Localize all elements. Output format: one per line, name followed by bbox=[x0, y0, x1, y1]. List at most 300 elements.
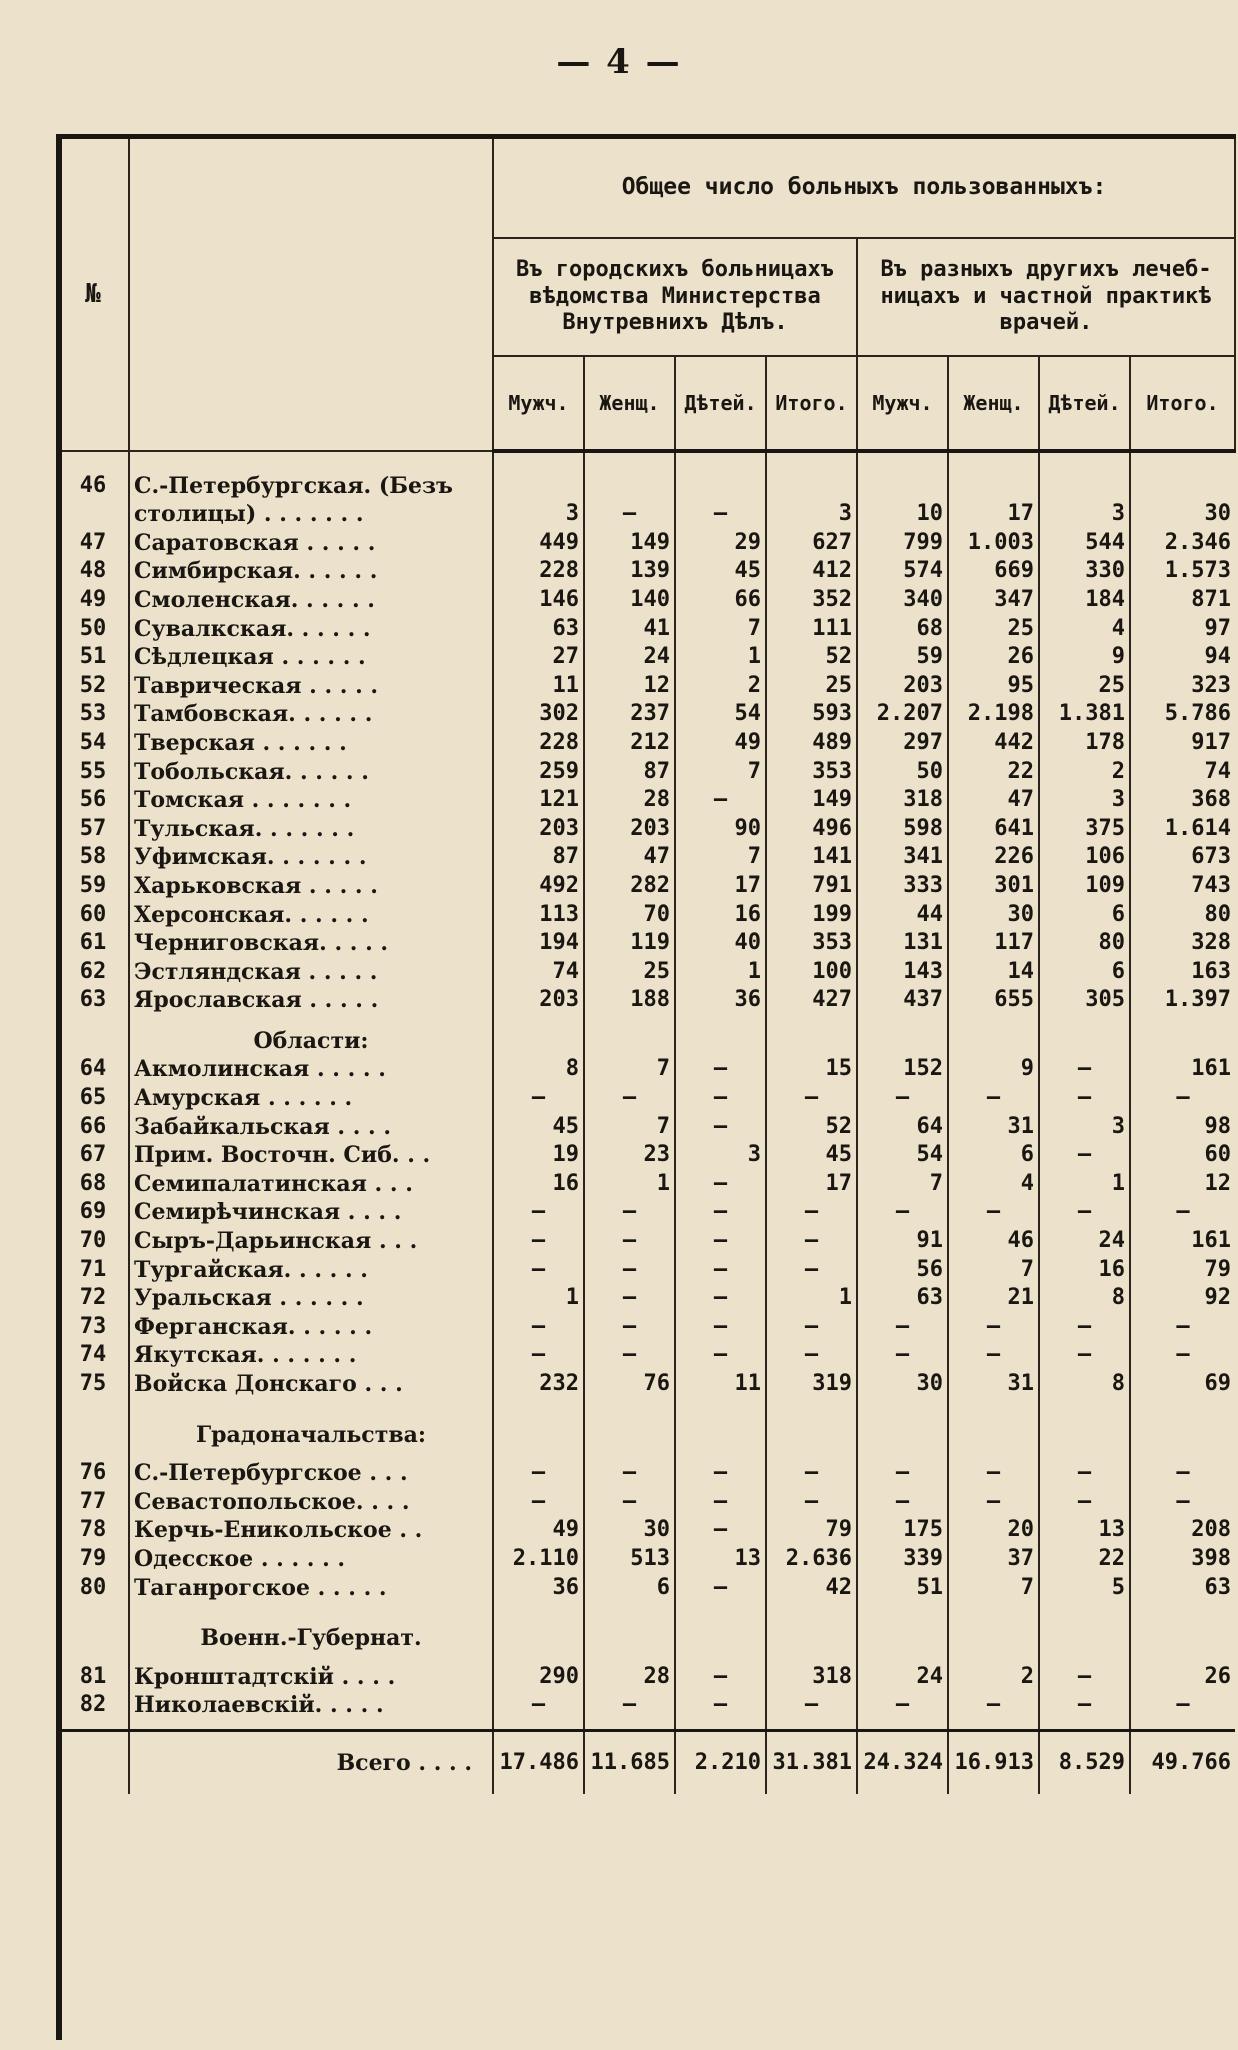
region-name: Таврическая . . . . . bbox=[129, 671, 493, 700]
spacer-cell bbox=[1039, 1652, 1130, 1662]
spacer-cell bbox=[1039, 1602, 1130, 1612]
value-cell: — bbox=[675, 1662, 766, 1691]
value-cell: 74 bbox=[493, 957, 584, 986]
value-cell: 7 bbox=[948, 1255, 1039, 1284]
value-cell: — bbox=[857, 1341, 948, 1370]
value-cell: 28 bbox=[584, 1662, 675, 1691]
value-cell: 36 bbox=[675, 986, 766, 1015]
region-column-header bbox=[129, 137, 493, 452]
row-number: 66 bbox=[57, 1112, 129, 1141]
row-number: 71 bbox=[57, 1255, 129, 1284]
value-cell: 121 bbox=[493, 786, 584, 815]
value-cell: — bbox=[493, 1487, 584, 1516]
spacer-cell bbox=[584, 1449, 675, 1459]
spacer-cell bbox=[493, 1449, 584, 1459]
value-cell: — bbox=[1130, 1341, 1235, 1370]
value-cell bbox=[857, 1408, 948, 1449]
table-row bbox=[57, 1255, 1235, 1284]
value-cell: — bbox=[766, 1341, 857, 1370]
value-cell: — bbox=[675, 1198, 766, 1227]
value-cell: 66 bbox=[675, 585, 766, 614]
value-cell: 6 bbox=[1039, 900, 1130, 929]
value-cell: 7 bbox=[675, 843, 766, 872]
value-cell: 37 bbox=[948, 1544, 1039, 1573]
value-cell bbox=[675, 471, 766, 500]
value-cell: 131 bbox=[857, 929, 948, 958]
spacer-cell bbox=[57, 1449, 129, 1459]
spacer-cell bbox=[1130, 1719, 1235, 1731]
value-cell: 226 bbox=[948, 843, 1039, 872]
region-name: Акмолинская . . . . . bbox=[129, 1055, 493, 1084]
table-row bbox=[57, 728, 1235, 757]
value-cell: — bbox=[675, 1516, 766, 1545]
value-cell bbox=[1130, 1408, 1235, 1449]
value-cell: 513 bbox=[584, 1544, 675, 1573]
table-row bbox=[57, 1055, 1235, 1084]
value-cell: 149 bbox=[766, 786, 857, 815]
table-row bbox=[57, 1573, 1235, 1602]
region-name: Уральская . . . . . . bbox=[129, 1284, 493, 1313]
value-cell: 496 bbox=[766, 814, 857, 843]
value-cell: — bbox=[1039, 1055, 1130, 1084]
spacer-cell bbox=[766, 1602, 857, 1612]
value-cell: 25 bbox=[948, 614, 1039, 643]
value-cell: 282 bbox=[584, 871, 675, 900]
section-heading-row bbox=[57, 1014, 1235, 1055]
row-number: 58 bbox=[57, 843, 129, 872]
section-heading-row bbox=[57, 1612, 1235, 1653]
value-cell: — bbox=[1130, 1487, 1235, 1516]
value-cell: — bbox=[766, 1198, 857, 1227]
table-row bbox=[57, 557, 1235, 586]
value-cell: — bbox=[1039, 1198, 1130, 1227]
region-name: С.-Петербургское . . . bbox=[129, 1459, 493, 1488]
spacer-cell bbox=[57, 1652, 129, 1662]
value-cell: — bbox=[857, 1312, 948, 1341]
value-cell: 333 bbox=[857, 871, 948, 900]
table-row bbox=[57, 500, 1235, 529]
value-cell: 398 bbox=[1130, 1544, 1235, 1573]
row-number: 77 bbox=[57, 1487, 129, 1516]
value-cell: 40 bbox=[675, 929, 766, 958]
spacer-cell bbox=[857, 1719, 948, 1731]
value-cell: 1.381 bbox=[1039, 700, 1130, 729]
value-cell: — bbox=[493, 1459, 584, 1488]
value-cell: 305 bbox=[1039, 986, 1130, 1015]
value-cell: 19 bbox=[493, 1141, 584, 1170]
value-cell: — bbox=[857, 1487, 948, 1516]
spacer-cell bbox=[129, 1719, 493, 1731]
region-name: Прим. Восточн. Сиб. . . bbox=[129, 1141, 493, 1170]
value-cell: 24 bbox=[1039, 1226, 1130, 1255]
value-cell: 2.198 bbox=[948, 700, 1039, 729]
value-cell: 56 bbox=[857, 1255, 948, 1284]
table-row bbox=[57, 1198, 1235, 1227]
value-cell: — bbox=[675, 1341, 766, 1370]
total-value: 2.210 bbox=[675, 1731, 766, 1795]
value-cell: 375 bbox=[1039, 814, 1130, 843]
value-cell: — bbox=[675, 1312, 766, 1341]
value-cell: 212 bbox=[584, 728, 675, 757]
value-cell: 45 bbox=[493, 1112, 584, 1141]
value-cell: 437 bbox=[857, 986, 948, 1015]
value-cell: — bbox=[1130, 1083, 1235, 1112]
value-cell: 3 bbox=[1039, 786, 1130, 815]
spacer-cell bbox=[584, 451, 675, 471]
value-cell: 31 bbox=[948, 1112, 1039, 1141]
value-cell: 28 bbox=[584, 786, 675, 815]
spacer-cell bbox=[57, 1398, 129, 1408]
row-number bbox=[57, 1014, 129, 1055]
row-number bbox=[57, 1731, 129, 1795]
value-cell: 297 bbox=[857, 728, 948, 757]
value-cell: — bbox=[948, 1341, 1039, 1370]
value-cell: — bbox=[493, 1083, 584, 1112]
value-cell: 318 bbox=[766, 1662, 857, 1691]
value-cell: 87 bbox=[493, 843, 584, 872]
value-cell: 25 bbox=[1039, 671, 1130, 700]
value-cell bbox=[766, 1612, 857, 1653]
region-name: Ферганская. . . . . . bbox=[129, 1312, 493, 1341]
spacer-cell bbox=[493, 1652, 584, 1662]
value-cell: 152 bbox=[857, 1055, 948, 1084]
value-cell: 7 bbox=[675, 614, 766, 643]
value-cell: 1 bbox=[766, 1284, 857, 1313]
value-cell: 5 bbox=[1039, 1573, 1130, 1602]
value-cell bbox=[493, 1612, 584, 1653]
value-cell: 29 bbox=[675, 528, 766, 557]
region-name: Тургайская. . . . . . bbox=[129, 1255, 493, 1284]
table-body bbox=[57, 451, 1235, 1794]
value-cell: 54 bbox=[857, 1141, 948, 1170]
value-cell: 917 bbox=[1130, 728, 1235, 757]
row-number: 73 bbox=[57, 1312, 129, 1341]
value-cell: 16 bbox=[675, 900, 766, 929]
region-name: Семипалатинская . . . bbox=[129, 1169, 493, 1198]
spacer-cell bbox=[129, 1449, 493, 1459]
value-cell: 2.207 bbox=[857, 700, 948, 729]
value-cell: — bbox=[675, 1459, 766, 1488]
value-cell: 237 bbox=[584, 700, 675, 729]
value-cell: — bbox=[584, 1198, 675, 1227]
region-name: Томская . . . . . . . bbox=[129, 786, 493, 815]
value-cell: 791 bbox=[766, 871, 857, 900]
subcolumn-header: Итого. bbox=[1130, 356, 1235, 451]
spacer-cell bbox=[493, 1719, 584, 1731]
value-cell bbox=[948, 1408, 1039, 1449]
section-heading: Градоначальства: bbox=[129, 1408, 493, 1449]
value-cell: — bbox=[948, 1312, 1039, 1341]
value-cell: — bbox=[675, 500, 766, 529]
subcolumn-header: Женщ. bbox=[584, 356, 675, 451]
value-cell: 5.786 bbox=[1130, 700, 1235, 729]
table-row bbox=[57, 1112, 1235, 1141]
row-number: 75 bbox=[57, 1369, 129, 1398]
spacer-cell bbox=[57, 1719, 129, 1731]
value-cell: 113 bbox=[493, 900, 584, 929]
value-cell bbox=[1039, 1408, 1130, 1449]
value-cell: 42 bbox=[766, 1573, 857, 1602]
row-number: 53 bbox=[57, 700, 129, 729]
value-cell: 347 bbox=[948, 585, 1039, 614]
total-value: 31.381 bbox=[766, 1731, 857, 1795]
total-value: 24.324 bbox=[857, 1731, 948, 1795]
value-cell: 203 bbox=[857, 671, 948, 700]
value-cell: 368 bbox=[1130, 786, 1235, 815]
table-row bbox=[57, 700, 1235, 729]
value-cell: 50 bbox=[857, 757, 948, 786]
region-name: Херсонская. . . . . . bbox=[129, 900, 493, 929]
region-name: Керчь-Еникольское . . bbox=[129, 1516, 493, 1545]
value-cell: 146 bbox=[493, 585, 584, 614]
value-cell: 544 bbox=[1039, 528, 1130, 557]
region-name: Тульская. . . . . . . bbox=[129, 814, 493, 843]
table-row bbox=[57, 671, 1235, 700]
value-cell: — bbox=[584, 1226, 675, 1255]
table-row bbox=[57, 900, 1235, 929]
spacer-cell bbox=[766, 1449, 857, 1459]
value-cell: — bbox=[1130, 1312, 1235, 1341]
value-cell: — bbox=[584, 1341, 675, 1370]
value-cell bbox=[857, 471, 948, 500]
region-name: Таганрогское . . . . . bbox=[129, 1573, 493, 1602]
value-cell: 4 bbox=[1039, 614, 1130, 643]
value-cell: 449 bbox=[493, 528, 584, 557]
row-number: 78 bbox=[57, 1516, 129, 1545]
value-cell: — bbox=[675, 1691, 766, 1720]
value-cell: 98 bbox=[1130, 1112, 1235, 1141]
value-cell bbox=[1039, 1014, 1130, 1055]
value-cell: 52 bbox=[766, 643, 857, 672]
region-name: Забайкальская . . . . bbox=[129, 1112, 493, 1141]
value-cell: 14 bbox=[948, 957, 1039, 986]
value-cell: — bbox=[675, 1083, 766, 1112]
row-number: 50 bbox=[57, 614, 129, 643]
region-name: Севастопольское. . . . bbox=[129, 1487, 493, 1516]
value-cell: 188 bbox=[584, 986, 675, 1015]
general-header: Общее число больныхъ пользованныхъ: bbox=[493, 137, 1235, 239]
total-label: Всего . . . . bbox=[129, 1731, 493, 1795]
value-cell: 1.573 bbox=[1130, 557, 1235, 586]
subcolumn-header: Мужч. bbox=[493, 356, 584, 451]
spacer-cell bbox=[675, 1398, 766, 1408]
spacer-cell bbox=[1039, 451, 1130, 471]
subcolumn-header: Итого. bbox=[766, 356, 857, 451]
value-cell: 412 bbox=[766, 557, 857, 586]
value-cell: — bbox=[675, 1284, 766, 1313]
value-cell: — bbox=[493, 1226, 584, 1255]
region-name: Симбирская. . . . . . bbox=[129, 557, 493, 586]
value-cell: 16 bbox=[1039, 1255, 1130, 1284]
region-name: Харьковская . . . . . bbox=[129, 871, 493, 900]
region-name: Саратовская . . . . . bbox=[129, 528, 493, 557]
spacer-row bbox=[57, 1602, 1235, 1612]
value-cell: — bbox=[1039, 1459, 1130, 1488]
table-row bbox=[57, 1169, 1235, 1198]
value-cell: 799 bbox=[857, 528, 948, 557]
region-name: столицы) . . . . . . . bbox=[129, 500, 493, 529]
value-cell: 598 bbox=[857, 814, 948, 843]
value-cell: — bbox=[857, 1083, 948, 1112]
value-cell: 74 bbox=[1130, 757, 1235, 786]
value-cell: 2 bbox=[1039, 757, 1130, 786]
value-cell: 669 bbox=[948, 557, 1039, 586]
table-row bbox=[57, 814, 1235, 843]
value-cell: 97 bbox=[1130, 614, 1235, 643]
region-name: Сыръ-Дарьинская . . . bbox=[129, 1226, 493, 1255]
row-number bbox=[57, 1612, 129, 1653]
total-value: 16.913 bbox=[948, 1731, 1039, 1795]
row-number: 54 bbox=[57, 728, 129, 757]
region-name: Тамбовская. . . . . . bbox=[129, 700, 493, 729]
value-cell: 7 bbox=[948, 1573, 1039, 1602]
value-cell bbox=[948, 1612, 1039, 1653]
value-cell: 22 bbox=[1039, 1544, 1130, 1573]
table-row bbox=[57, 1691, 1235, 1720]
value-cell: 330 bbox=[1039, 557, 1130, 586]
table-row bbox=[57, 1662, 1235, 1691]
value-cell: 6 bbox=[948, 1141, 1039, 1170]
value-cell: 184 bbox=[1039, 585, 1130, 614]
region-name: Черниговская. . . . . bbox=[129, 929, 493, 958]
row-number: 76 bbox=[57, 1459, 129, 1488]
value-cell: 30 bbox=[1130, 500, 1235, 529]
value-cell bbox=[675, 1014, 766, 1055]
spacer-cell bbox=[1039, 1719, 1130, 1731]
spacer-cell bbox=[129, 1652, 493, 1662]
table-row bbox=[57, 1516, 1235, 1545]
value-cell: — bbox=[1039, 1487, 1130, 1516]
value-cell: — bbox=[584, 1284, 675, 1313]
value-cell: 87 bbox=[584, 757, 675, 786]
value-cell: 45 bbox=[675, 557, 766, 586]
value-cell: 94 bbox=[1130, 643, 1235, 672]
value-cell: 208 bbox=[1130, 1516, 1235, 1545]
value-cell: 51 bbox=[857, 1573, 948, 1602]
value-cell: 9 bbox=[948, 1055, 1039, 1084]
row-number: 79 bbox=[57, 1544, 129, 1573]
value-cell: — bbox=[493, 1198, 584, 1227]
value-cell: — bbox=[857, 1691, 948, 1720]
value-cell: 1.614 bbox=[1130, 814, 1235, 843]
value-cell bbox=[584, 1612, 675, 1653]
value-cell: — bbox=[948, 1083, 1039, 1112]
value-cell: 228 bbox=[493, 557, 584, 586]
value-cell: — bbox=[584, 1459, 675, 1488]
row-number: 47 bbox=[57, 528, 129, 557]
value-cell: 2.636 bbox=[766, 1544, 857, 1573]
value-cell: 79 bbox=[1130, 1255, 1235, 1284]
spacer-cell bbox=[675, 1719, 766, 1731]
spacer-cell bbox=[129, 451, 493, 471]
value-cell: — bbox=[948, 1459, 1039, 1488]
table-row bbox=[57, 614, 1235, 643]
spacer-cell bbox=[766, 1398, 857, 1408]
value-cell: — bbox=[1039, 1662, 1130, 1691]
value-cell: 46 bbox=[948, 1226, 1039, 1255]
value-cell: 178 bbox=[1039, 728, 1130, 757]
value-cell: 31 bbox=[948, 1369, 1039, 1398]
value-cell: 90 bbox=[675, 814, 766, 843]
spacer-cell bbox=[675, 1652, 766, 1662]
row-number: 51 bbox=[57, 643, 129, 672]
value-cell: 63 bbox=[493, 614, 584, 643]
value-cell: 163 bbox=[1130, 957, 1235, 986]
table-row bbox=[57, 643, 1235, 672]
value-cell: 11 bbox=[493, 671, 584, 700]
spacer-cell bbox=[766, 1719, 857, 1731]
group-header-city-hospitals: Въ городскихъ больницахъ вѣдомства Министерства Внутревнихъ Дѣлъ. bbox=[493, 238, 857, 356]
value-cell: 7 bbox=[675, 757, 766, 786]
table-row bbox=[57, 1141, 1235, 1170]
region-name: Николаевскій. . . . . bbox=[129, 1691, 493, 1720]
row-number: 69 bbox=[57, 1198, 129, 1227]
value-cell: 140 bbox=[584, 585, 675, 614]
row-number: 49 bbox=[57, 585, 129, 614]
row-number: 64 bbox=[57, 1055, 129, 1084]
row-number: 72 bbox=[57, 1284, 129, 1313]
row-number: 70 bbox=[57, 1226, 129, 1255]
value-cell: 1.003 bbox=[948, 528, 1039, 557]
row-number: 74 bbox=[57, 1341, 129, 1370]
value-cell: 199 bbox=[766, 900, 857, 929]
left-border-rule bbox=[56, 134, 62, 2040]
value-cell bbox=[857, 1014, 948, 1055]
value-cell: 41 bbox=[584, 614, 675, 643]
region-name: Войска Донскаго . . . bbox=[129, 1369, 493, 1398]
value-cell: 1 bbox=[493, 1284, 584, 1313]
value-cell: 13 bbox=[1039, 1516, 1130, 1545]
spacer-cell bbox=[493, 451, 584, 471]
value-cell: 12 bbox=[1130, 1169, 1235, 1198]
row-number: 55 bbox=[57, 757, 129, 786]
spacer-cell bbox=[584, 1398, 675, 1408]
value-cell: — bbox=[857, 1459, 948, 1488]
value-cell: 30 bbox=[584, 1516, 675, 1545]
region-name: Уфимская. . . . . . . bbox=[129, 843, 493, 872]
subcolumn-header: Мужч. bbox=[857, 356, 948, 451]
table-row bbox=[57, 871, 1235, 900]
value-cell: — bbox=[766, 1459, 857, 1488]
table-row bbox=[57, 843, 1235, 872]
value-cell: — bbox=[1130, 1198, 1235, 1227]
subcolumn-header: Женщ. bbox=[948, 356, 1039, 451]
value-cell bbox=[1039, 471, 1130, 500]
value-cell: — bbox=[766, 1226, 857, 1255]
value-cell: 353 bbox=[766, 757, 857, 786]
spacer-row bbox=[57, 1652, 1235, 1662]
value-cell: 23 bbox=[584, 1141, 675, 1170]
value-cell: 54 bbox=[675, 700, 766, 729]
value-cell: 92 bbox=[1130, 1284, 1235, 1313]
value-cell: 203 bbox=[584, 814, 675, 843]
value-cell: 319 bbox=[766, 1369, 857, 1398]
spacer-cell bbox=[1130, 1449, 1235, 1459]
value-cell: 9 bbox=[1039, 643, 1130, 672]
value-cell: 232 bbox=[493, 1369, 584, 1398]
group-header-other-practice: Въ разныхъ другихъ лечеб- ницахъ и частной практикѣ врачей. bbox=[857, 238, 1235, 356]
value-cell bbox=[1039, 1612, 1130, 1653]
table-row bbox=[57, 1341, 1235, 1370]
value-cell: — bbox=[675, 1487, 766, 1516]
value-cell: 6 bbox=[584, 1573, 675, 1602]
value-cell: 323 bbox=[1130, 671, 1235, 700]
value-cell bbox=[584, 471, 675, 500]
number-column-header: № bbox=[57, 137, 129, 452]
value-cell: 1 bbox=[584, 1169, 675, 1198]
value-cell bbox=[584, 1014, 675, 1055]
value-cell: 109 bbox=[1039, 871, 1130, 900]
